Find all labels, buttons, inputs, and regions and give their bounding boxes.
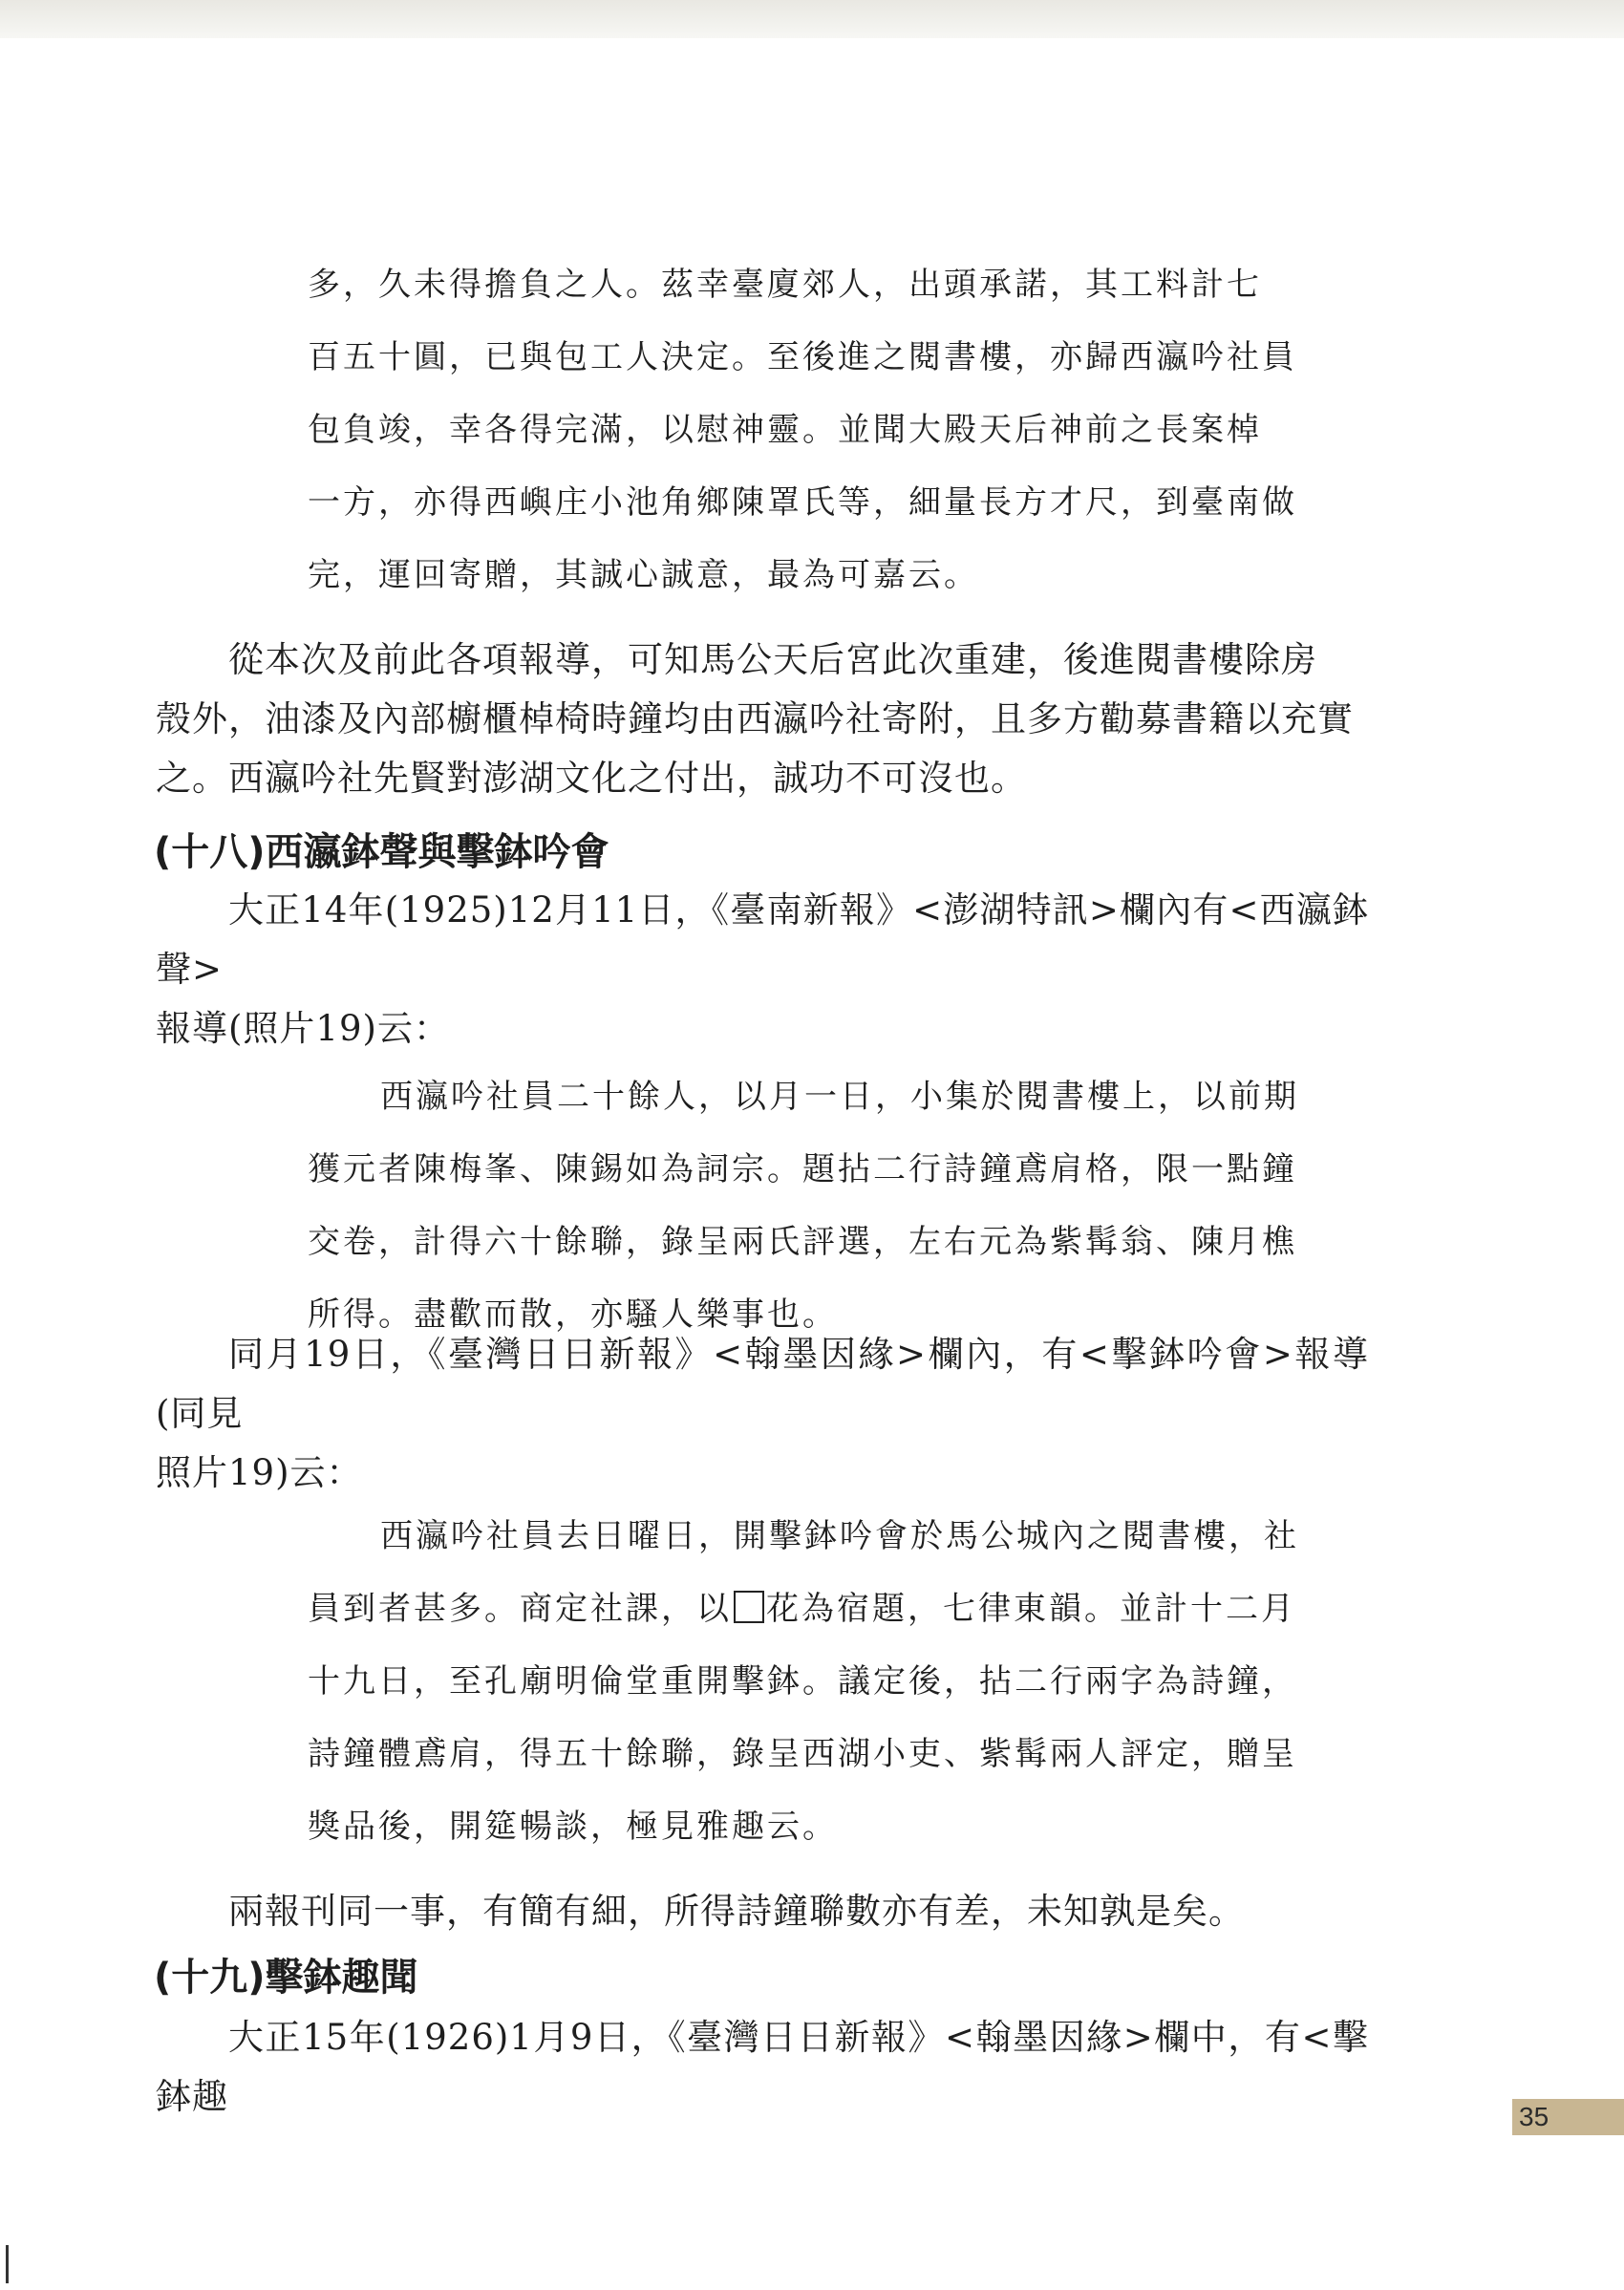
paragraph-line: 殼外，油漆及內部櫥櫃棹椅時鐘均由西瀛吟社寄附，且多方勸募書籍以充實 [156, 698, 1354, 739]
paragraph-line: 之。西瀛吟社先賢對澎湖文化之付出，誠功不可沒也。 [156, 758, 1027, 799]
section-heading-19: (十九)擊鉢趣聞 [154, 1956, 418, 2000]
paragraph-3 [156, 1325, 1369, 1503]
paragraph-line: 從本次及前此各項報導，可知馬公天后宮此次重建，後進閱書樓除房 [228, 639, 1317, 680]
paragraph-5 [156, 2008, 1369, 2127]
quote-block-2 [308, 1060, 1363, 1351]
paragraph-line: 同月19日，《臺灣日日新報》<翰墨因緣>欄內，有<擊鉢吟會>報導(同見 [156, 1334, 1369, 1434]
quote-line: 多，久未得擔負之人。茲幸臺廈郊人，出頭承諾，其工料計七 [308, 266, 1262, 304]
scan-edge-mark [6, 2245, 9, 2283]
paragraph-4 [156, 1882, 1369, 1941]
quote-line: 十九日，至孔廟明倫堂重開擊鉢。議定後，拈二行兩字為詩鐘， [308, 1662, 1297, 1701]
quote-line: 西瀛吟社員去日曜日，開擊鉢吟會於馬公城內之閱書樓，社 [380, 1517, 1299, 1555]
paragraph-line: 兩報刊同一事，有簡有細，所得詩鐘聯數亦有差，未知孰是矣。 [228, 1891, 1245, 1932]
quote-line: 交卷，計得六十餘聯，錄呈兩氏評選，左右元為紫髯翁、陳月樵 [308, 1223, 1297, 1261]
quote-text: 員到者甚多。商定社課，以 [308, 1590, 732, 1628]
paragraph-2 [156, 881, 1369, 1059]
quote-line: 獲元者陳梅峯、陳錫如為詞宗。題拈二行詩鐘鳶肩格，限一點鐘 [308, 1150, 1297, 1188]
quote-line: 完，運回寄贈，其誠心誠意，最為可嘉云。 [308, 556, 979, 594]
paragraph-1 [156, 631, 1369, 808]
page-number: 35 [1519, 2102, 1549, 2131]
paragraph-line: 報導(照片19)云： [156, 1008, 450, 1049]
paragraph-line: 大正14年(1925)12月11日，《臺南新報》<澎湖特訊>欄內有<西瀛鉢聲> [156, 889, 1369, 990]
section-heading-18: (十八)西瀛鉢聲與擊鉢吟會 [154, 830, 609, 874]
quote-line: 一方，亦得西嶼庄小池角鄉陳罩氏等，細量長方才尺，到臺南做 [308, 483, 1297, 522]
quote-line: 獎品後，開筵暢談，極見雅趣云。 [308, 1808, 838, 1846]
quote-line: 百五十圓，已與包工人決定。至後進之閱書樓，亦歸西瀛吟社員 [308, 338, 1297, 376]
quote-line: 所得。盡歡而散，亦騷人樂事也。 [308, 1295, 838, 1334]
quote-text: 花為宿題，七律東韻。並計十二月 [766, 1590, 1296, 1628]
quote-block-1 [308, 248, 1363, 611]
paragraph-line: 照片19)云： [156, 1452, 363, 1493]
quote-line: 包負竣，幸各得完滿，以慰神靈。並聞大殿天后神前之長案棹 [308, 411, 1262, 449]
quote-block-3 [308, 1500, 1363, 1863]
quote-line [308, 1573, 1363, 1645]
quote-line: 西瀛吟社員二十餘人，以月一日，小集於閱書樓上，以前期 [380, 1078, 1299, 1116]
quote-line: 詩鐘體鳶肩，得五十餘聯，錄呈西湖小吏、紫髯兩人評定，贈呈 [308, 1735, 1297, 1773]
missing-character-box [734, 1591, 764, 1623]
paragraph-line: 大正15年(1926)1月9日，《臺灣日日新報》<翰墨因緣>欄中，有<擊鉢趣 [156, 2017, 1369, 2117]
